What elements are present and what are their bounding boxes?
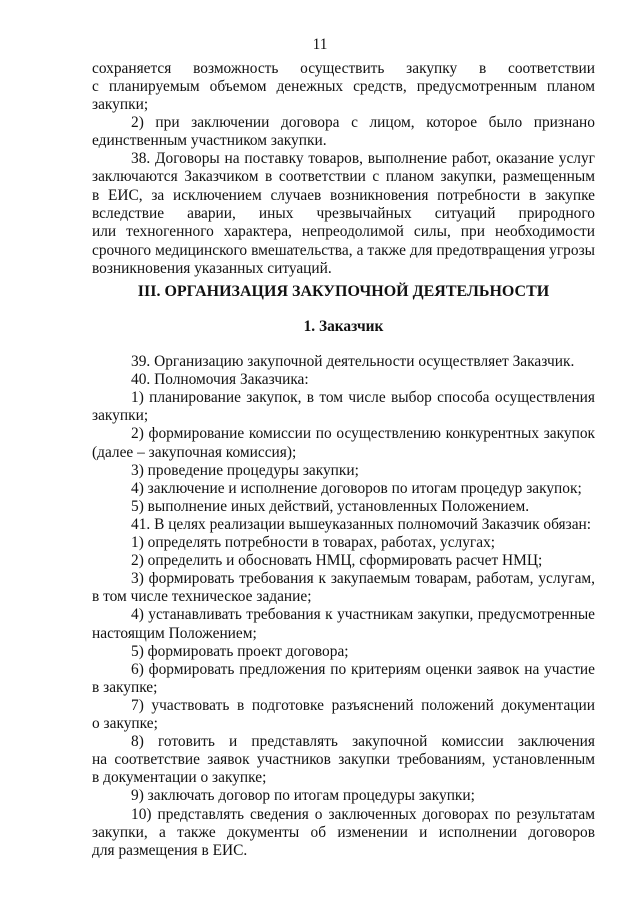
subsection-heading: 1. Заказчик bbox=[303, 318, 384, 335]
text-line: в том числе техническое задание; bbox=[92, 588, 312, 606]
text-line: 2) при заключении договора с лицом, которое было признано bbox=[131, 114, 595, 131]
text-line: 7) участвовать в подготовке разъяснений положений документации bbox=[131, 696, 595, 714]
text-line: 3) формировать требования к закупаемым товарам, работам, услугам, bbox=[131, 570, 595, 588]
text-line: о закупке; bbox=[92, 715, 158, 732]
text-line: в документации о закупке; bbox=[92, 769, 267, 787]
text-line: возникновения указанных ситуаций. bbox=[92, 259, 332, 277]
text-line: закупки, а также документы об изменении и исполнении договоров bbox=[92, 823, 595, 841]
text-line: закупки; bbox=[92, 407, 149, 425]
text-line: 1) определять потребности в товарах, работах, услугах; bbox=[131, 534, 496, 551]
text-line: с планируемым объемом денежных средств, предусмотренным планом bbox=[92, 78, 595, 95]
text-line: 5) выполнение иных действий, установленных Положением. bbox=[131, 497, 530, 515]
page-number: 11 bbox=[312, 36, 328, 53]
text-line: 38. Договоры на поставку товаров, выполнение работ, оказание услуг bbox=[131, 150, 595, 167]
text-line: единственным участником закупки. bbox=[92, 132, 327, 149]
text-line: 4) устанавливать требования к участникам закупки, предусмотренные bbox=[131, 606, 595, 624]
text-line: 41. В целях реализации вышеуказанных полномочий Заказчик обязан: bbox=[131, 515, 592, 533]
text-line: сохраняется возможность осуществить закупку в соответствии bbox=[92, 60, 595, 77]
text-line: 6) формировать предложения по критериям оценки заявок на участие bbox=[131, 660, 595, 678]
text-line: 1) планирование закупок, в том числе выбор способа осуществления bbox=[131, 389, 595, 407]
section-heading: III. ОРГАНИЗАЦИЯ ЗАКУПОЧНОЙ ДЕЯТЕЛЬНОСТИ bbox=[137, 283, 550, 300]
text-line: 39. Организацию закупочной деятельности осуществляет Заказчик. bbox=[131, 353, 575, 370]
text-line: на соответствие заявок участников закупки требованиям, установленным bbox=[92, 751, 595, 769]
text-line: 10) представлять сведения о заключенных договорах по результатам bbox=[131, 805, 595, 823]
text-line: 2) определить и обосновать НМЦ, сформировать расчет НМЦ; bbox=[131, 552, 543, 570]
text-line: в закупке; bbox=[92, 678, 158, 696]
text-line: вследствие аварии, иных чрезвычайных ситуаций природного bbox=[92, 204, 595, 222]
text-line: 5) формировать проект договора; bbox=[131, 642, 349, 660]
text-line: заключаются Заказчиком в соответствии с планом закупки, размещенным bbox=[92, 168, 595, 186]
text-line: закупки; bbox=[92, 96, 149, 113]
text-line: 2) формирование комиссии по осуществлению конкурентных закупок bbox=[131, 425, 595, 443]
text-line: для размещения в ЕИС. bbox=[92, 841, 248, 859]
text-line: 3) проведение процедуры закупки; bbox=[131, 461, 359, 479]
text-line: настоящим Положением; bbox=[92, 624, 257, 642]
text-line: в ЕИС, за исключением случаев возникновения потребности в закупке bbox=[92, 186, 595, 204]
text-line: срочного медицинского вмешательства, а также для предотвращения угрозы bbox=[92, 241, 595, 259]
text-line: 9) заключать договор по итогам процедуры закупки; bbox=[131, 787, 475, 805]
text-line: (далее – закупочная комиссия); bbox=[92, 443, 297, 461]
text-line: 40. Полномочия Заказчика: bbox=[131, 371, 309, 389]
text-line: 8) готовить и представлять закупочной комиссии заключения bbox=[131, 733, 595, 751]
text-line: или техногенного характера, непреодолимой силы, при необходимости bbox=[92, 223, 595, 241]
text-line: 4) заключение и исполнение договоров по итогам процедур закупок; bbox=[131, 479, 582, 497]
